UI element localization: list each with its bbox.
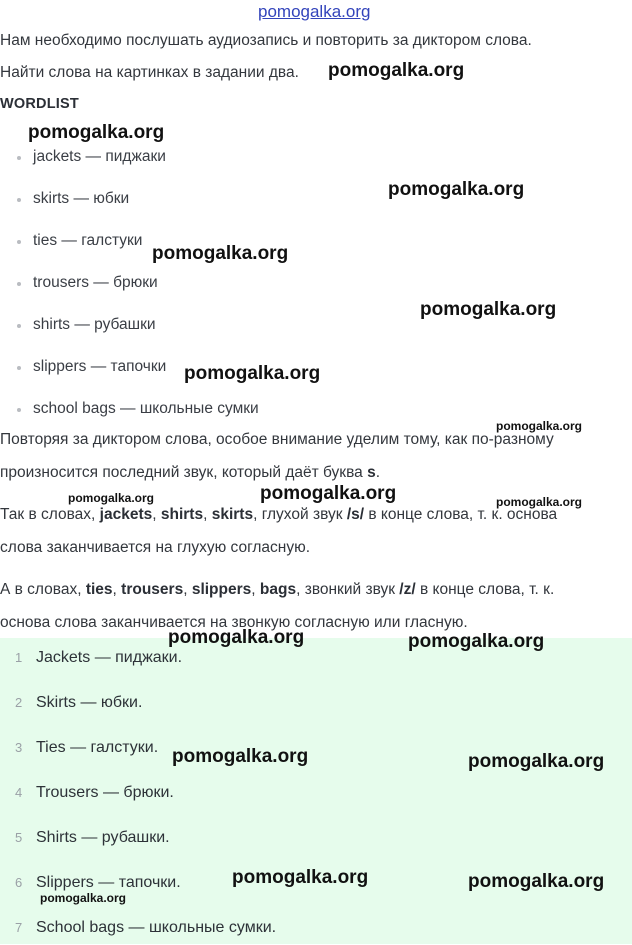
wordlist-title: WORDLIST: [0, 96, 79, 112]
wordlist: [0, 140, 259, 434]
explain-text: произносится последний звук, который даёт буква: [0, 464, 368, 481]
explain-p2-line2: слова заканчивается на глухую согласную.: [0, 539, 311, 556]
answer-text: Shirts — рубашки.: [36, 829, 170, 846]
answer-number: 1: [15, 650, 23, 665]
sound-s: /s/: [346, 506, 365, 523]
watermark: pomogalka.org: [152, 243, 289, 264]
explain-text: , звонкий звук: [296, 581, 400, 598]
explain-text: .: [375, 464, 381, 481]
wordlist-item: school bags — школьные сумки: [0, 392, 259, 434]
wordlist-item: skirts — юбки: [0, 182, 259, 224]
wordlist-item: slippers — тапочки: [0, 350, 259, 392]
sound-z: /z/: [399, 581, 416, 598]
watermark: pomogalka.org: [28, 122, 165, 143]
explain-p3-line2: основа слова заканчивается на звонкую согласную или гласную.: [0, 614, 468, 631]
explain-text: в конце слова, т. к. основа: [364, 506, 558, 523]
answer-item: [0, 776, 632, 810]
answer-number: 4: [15, 785, 23, 800]
intro-line-1: Нам необходимо послушать аудиозапись и повторить за диктором слова.: [0, 32, 532, 49]
watermark: pomogalka.org: [408, 631, 545, 652]
explain-text: ,: [251, 581, 260, 598]
watermark: pomogalka.org: [496, 495, 583, 509]
answer-number: 6: [15, 875, 23, 890]
bold-word: jackets: [99, 506, 153, 523]
watermark: pomogalka.org: [68, 491, 155, 505]
explain-p1-line2: [0, 464, 380, 482]
answer-text: Skirts — юбки.: [36, 694, 143, 711]
answer-item: [0, 911, 632, 945]
wordlist-item: ties — галстуки: [0, 224, 259, 266]
answer-number: 5: [15, 830, 23, 845]
explain-text: А в словах,: [0, 581, 86, 598]
answer-text: Ties — галстуки.: [36, 739, 159, 756]
watermark: pomogalka.org: [184, 363, 321, 384]
watermark: pomogalka.org: [420, 299, 557, 320]
watermark: pomogalka.org: [468, 871, 605, 892]
bold-word: skirts: [211, 506, 254, 523]
letter-s: s: [367, 464, 376, 481]
wordlist-item: trousers — брюки: [0, 266, 259, 308]
explain-p2-line1: [0, 506, 557, 524]
explain-p1-line1: Повторяя за диктором слова, особое внимание уделим тому, как по-разному: [0, 431, 554, 448]
explain-text: ,: [203, 506, 212, 523]
bold-word: shirts: [160, 506, 204, 523]
explain-text: в конце слова, т. к.: [415, 581, 555, 598]
answer-number: 7: [15, 920, 23, 935]
watermark: pomogalka.org: [328, 60, 465, 81]
bold-word: bags: [259, 581, 297, 598]
answer-text: Slippers — тапочки.: [36, 874, 181, 891]
explain-text: ,: [152, 506, 161, 523]
explain-text: ,: [183, 581, 192, 598]
answer-text: School bags — школьные сумки.: [36, 919, 277, 936]
watermark: pomogalka.org: [172, 746, 309, 767]
intro-line-2: Найти слова на картинках в задании два.: [0, 64, 299, 81]
bold-word: ties: [85, 581, 113, 598]
answer-text: Jackets — пиджаки.: [36, 649, 183, 666]
answer-item: [0, 686, 632, 720]
watermark: pomogalka.org: [496, 419, 583, 433]
answer-number: 2: [15, 695, 23, 710]
answer-number: 3: [15, 740, 23, 755]
watermark: pomogalka.org: [168, 627, 305, 648]
bold-word: trousers: [121, 581, 184, 598]
watermark: pomogalka.org: [388, 179, 525, 200]
wordlist-item: jackets — пиджаки: [0, 140, 259, 182]
explain-text: Так в словах,: [0, 506, 100, 523]
answer-text: Trousers — брюки.: [36, 784, 174, 801]
bold-word: slippers: [191, 581, 252, 598]
answer-item: [0, 821, 632, 855]
watermark: pomogalka.org: [232, 867, 369, 888]
explain-text: ,: [112, 581, 122, 598]
wordlist-item: shirts — рубашки: [0, 308, 259, 350]
watermark: pomogalka.org: [260, 483, 397, 504]
watermark: pomogalka.org: [258, 2, 371, 21]
watermark: pomogalka.org: [468, 751, 605, 772]
explain-text: , глухой звук: [253, 506, 347, 523]
watermark: pomogalka.org: [40, 891, 127, 905]
explain-p3-line1: [0, 581, 554, 599]
